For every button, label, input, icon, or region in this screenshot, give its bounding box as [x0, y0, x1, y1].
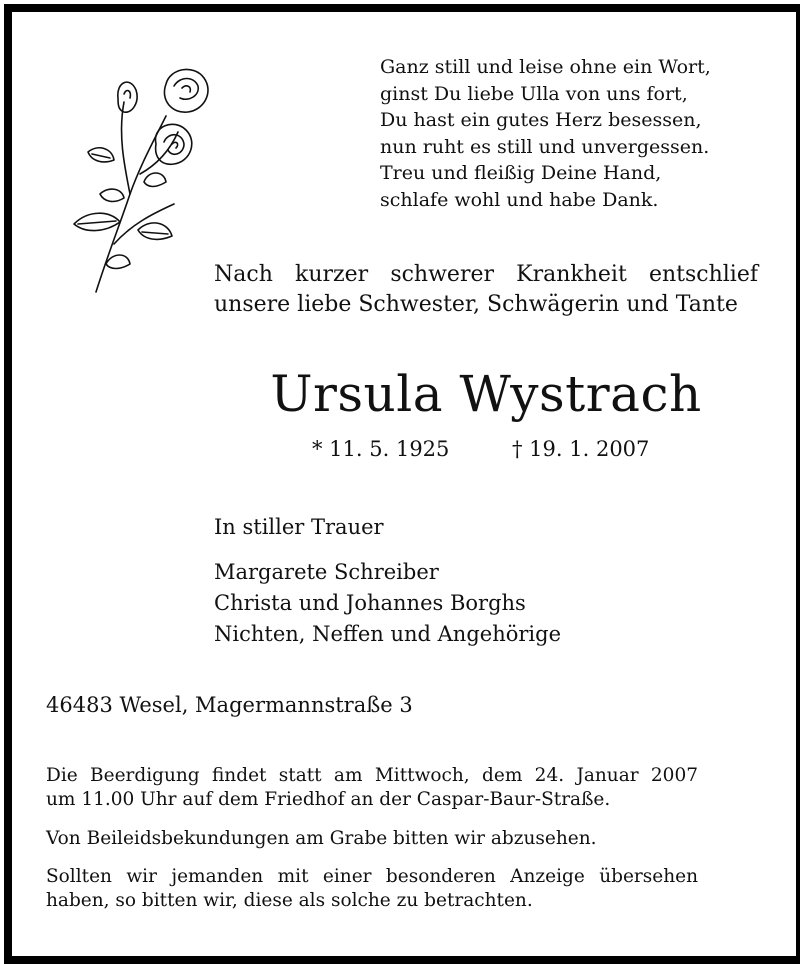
funeral-info: [46, 764, 698, 812]
mourner-name: Nichten, Neffen und Angehörige: [214, 622, 561, 646]
mourner-name: Margarete Schreiber: [214, 560, 439, 584]
rose-icon: [48, 54, 218, 299]
birth-date: * 11. 5. 1925: [312, 437, 450, 461]
poem-line: Treu und fleißig Deine Hand,: [380, 162, 662, 184]
condolences-note: Von Beileidsbekundungen am Grabe bitten wir abzusehen.: [46, 828, 597, 849]
announcement-line: Nach kurzer schwerer Krankheit entschlief: [214, 262, 758, 287]
memorial-poem: [380, 54, 711, 213]
poem-line: Ganz still und leise ohne ein Wort,: [380, 56, 711, 78]
poem-line: schlafe wohl und habe Dank.: [380, 188, 659, 211]
obituary-notice: [4, 4, 800, 964]
notice-line: haben, so bitten wir, diese als solche zu betrachten.: [46, 890, 533, 911]
death-announcement: [214, 260, 758, 320]
announcement-line: unsere liebe Schwester, Schwägerin und Tante: [214, 292, 738, 317]
mourners-list: [214, 557, 561, 650]
mourning-heading: In stiller Trauer: [214, 515, 384, 539]
deceased-name: Ursula Wystrach: [270, 365, 702, 423]
poem-line: Du hast ein gutes Herz besessen,: [380, 109, 702, 131]
notice-line: Sollten wir jemanden mit einer besonderen Anzeige übersehen: [46, 866, 698, 887]
address: 46483 Wesel, Magermannstraße 3: [46, 693, 413, 717]
funeral-line: um 11.00 Uhr auf dem Friedhof an der Caspar-Baur-Straße.: [46, 789, 611, 810]
mourner-name: Christa und Johannes Borghs: [214, 591, 526, 615]
death-date: † 19. 1. 2007: [512, 437, 650, 461]
notice-note: [46, 865, 698, 913]
funeral-line: Die Beerdigung findet statt am Mittwoch, dem 24. Januar 2007: [46, 765, 698, 786]
poem-line: ginst Du liebe Ulla von uns fort,: [380, 82, 688, 105]
poem-line: nun ruht es still und unvergessen.: [380, 135, 710, 158]
